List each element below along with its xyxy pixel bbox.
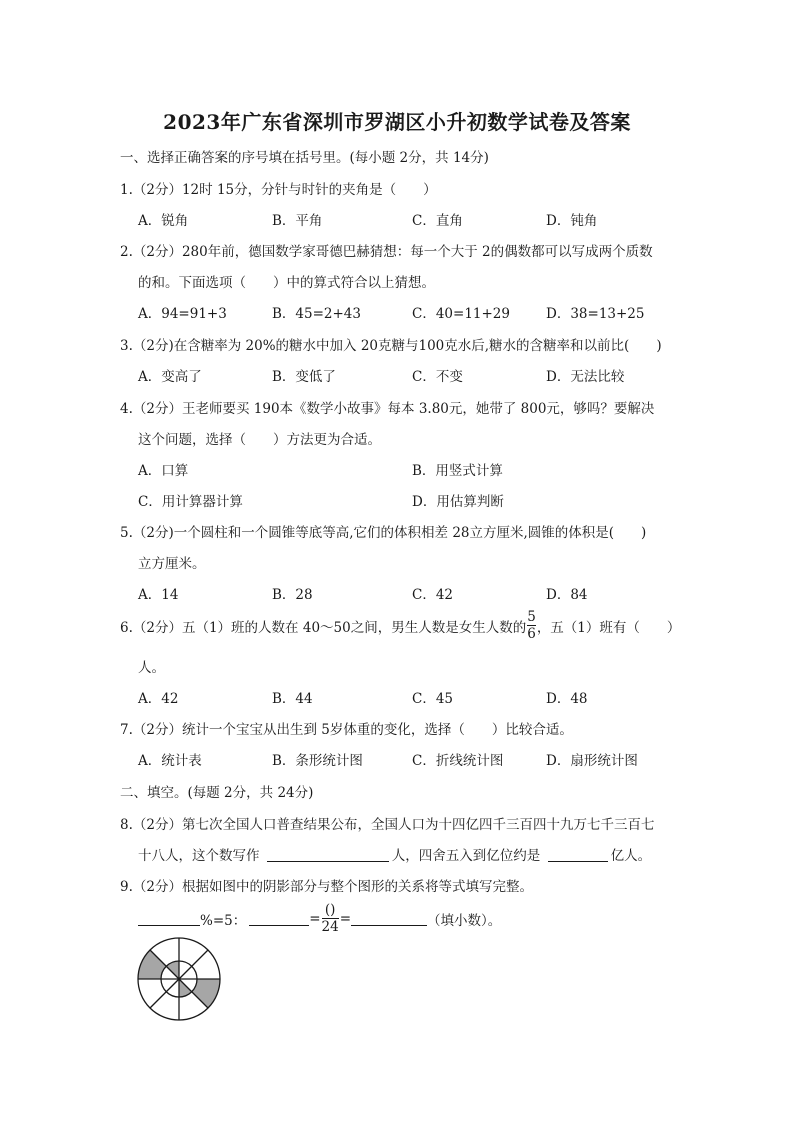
q8-approx-blank[interactable] bbox=[548, 847, 608, 862]
section-1-heading: 一、选择正确答案的序号填在括号里。(每小题 2分，共 14分) bbox=[120, 150, 489, 166]
q3-option-c: C．不变 bbox=[412, 369, 463, 385]
q6-fraction bbox=[527, 610, 536, 641]
question-2-text: 2.（2分）280年前，德国数学家哥德巴赫猜想：每一个大于 2的偶数都可以写成两个质数 bbox=[120, 244, 653, 260]
shaded-ring-circle-figure bbox=[135, 935, 223, 1023]
q5-option-b: B．28 bbox=[272, 587, 313, 603]
exam-title: 2023年广东省深圳市罗湖区小升初数学试卷及答案 bbox=[163, 110, 631, 134]
q6-fraction-numerator: 5 bbox=[527, 609, 536, 625]
q6-option-c: C．45 bbox=[412, 691, 454, 707]
question-8-text-cont bbox=[138, 844, 651, 864]
question-5-text-cont: 立方厘米。 bbox=[138, 556, 206, 572]
q4-option-c: C．用计算器计算 bbox=[138, 494, 243, 510]
q9-ratio-blank[interactable] bbox=[249, 911, 309, 926]
q9-fraction-numerator: () bbox=[324, 902, 336, 918]
q5-option-c: C．42 bbox=[412, 587, 454, 603]
q3-option-d: D．无法比较 bbox=[546, 369, 625, 385]
q9-fraction bbox=[322, 903, 339, 934]
q1-option-d: D．钝角 bbox=[546, 213, 598, 229]
q8-text-part-c: 亿人。 bbox=[610, 848, 652, 864]
q6-text-before-fraction: 6.（2分）五（1）班的人数在 40～50之间，男生人数是女生人数的 bbox=[120, 619, 527, 636]
q6-option-a: A．42 bbox=[138, 691, 179, 707]
q9-percent-text: %=5： bbox=[200, 912, 247, 929]
q4-option-a: A．口算 bbox=[138, 463, 189, 479]
figure-divider-lines bbox=[138, 938, 220, 1020]
q4-option-d: D．用估算判断 bbox=[412, 494, 504, 510]
q1-option-c: C．直角 bbox=[412, 213, 463, 229]
question-6-text bbox=[120, 610, 680, 641]
q3-option-b: B．变低了 bbox=[272, 369, 336, 385]
question-9-text: 9.（2分）根据如图中的阴影部分与整个图形的关系将等式填写完整。 bbox=[120, 879, 533, 895]
q2-option-a: A．94=91+3 bbox=[138, 306, 227, 322]
q8-text-part-b: 人，四舍五入到亿位约是 bbox=[391, 848, 541, 864]
q3-option-a: A．变高了 bbox=[138, 369, 202, 385]
question-5-text: 5.（2分)一个圆柱和一个圆锥等底等高,它们的体积相差 28立方厘米,圆锥的体积是( ) bbox=[120, 525, 647, 541]
q6-option-b: B．44 bbox=[272, 691, 313, 707]
q7-option-d: D．扇形统计图 bbox=[546, 753, 638, 769]
q9-equals-1: = bbox=[309, 910, 321, 927]
q8-text-part-a: 十八人，这个数写作 bbox=[138, 848, 260, 864]
q9-percent-blank[interactable] bbox=[138, 911, 200, 926]
question-1-text: 1.（2分）12时 15分，分针与时针的夹角是（ ） bbox=[120, 182, 437, 198]
q7-option-a: A．统计表 bbox=[138, 753, 202, 769]
q9-fraction-denominator: 24 bbox=[321, 919, 339, 935]
q6-option-d: D．48 bbox=[546, 691, 588, 707]
q6-text-after-fraction: ，五（1）班有（ ） bbox=[536, 619, 681, 636]
question-8-text: 8.（2分）第七次全国人口普查结果公布，全国人口为十四亿四千三百四十九万七千三百七 bbox=[120, 817, 655, 833]
q5-option-d: D．84 bbox=[546, 587, 588, 603]
q5-option-a: A．14 bbox=[138, 587, 179, 603]
question-4-text-cont: 这个问题，选择（ ）方法更为合适。 bbox=[138, 432, 381, 448]
question-3-text: 3.（2分)在含糖率为 20%的糖水中加入 20克糖与100克水后,糖水的含糖率和以前比( ) bbox=[120, 338, 662, 354]
q1-option-b: B．平角 bbox=[272, 213, 323, 229]
q9-tail-text: （填小数）。 bbox=[427, 912, 502, 929]
section-2-heading: 二、填空。(每题 2分，共 24分) bbox=[120, 785, 314, 801]
q8-number-blank[interactable] bbox=[267, 847, 389, 862]
q9-equals-2: = bbox=[339, 910, 352, 927]
question-9-equation bbox=[138, 903, 501, 934]
q6-fraction-denominator: 6 bbox=[527, 626, 536, 642]
q7-option-b: B．条形统计图 bbox=[272, 753, 363, 769]
question-2-text-cont: 的和。下面选项（ ）中的算式符合以上猜想。 bbox=[138, 275, 435, 291]
q2-option-d: D．38=13+25 bbox=[546, 306, 645, 322]
q4-option-b: B．用竖式计算 bbox=[412, 463, 503, 479]
question-6-text-cont: 人。 bbox=[138, 660, 165, 676]
q2-option-c: C．40=11+29 bbox=[412, 306, 510, 322]
question-4-text: 4.（2分）王老师要买 190本《数学小故事》每本 3.80元，她带了 800元，够吗？要解决 bbox=[120, 401, 655, 417]
q2-option-b: B．45=2+43 bbox=[272, 306, 361, 322]
q1-option-a: A．锐角 bbox=[138, 213, 189, 229]
q9-decimal-blank[interactable] bbox=[351, 911, 427, 926]
question-7-text: 7.（2分）统计一个宝宝从出生到 5岁体重的变化，选择（ ）比较合适。 bbox=[120, 722, 573, 738]
q7-option-c: C．折线统计图 bbox=[412, 753, 504, 769]
